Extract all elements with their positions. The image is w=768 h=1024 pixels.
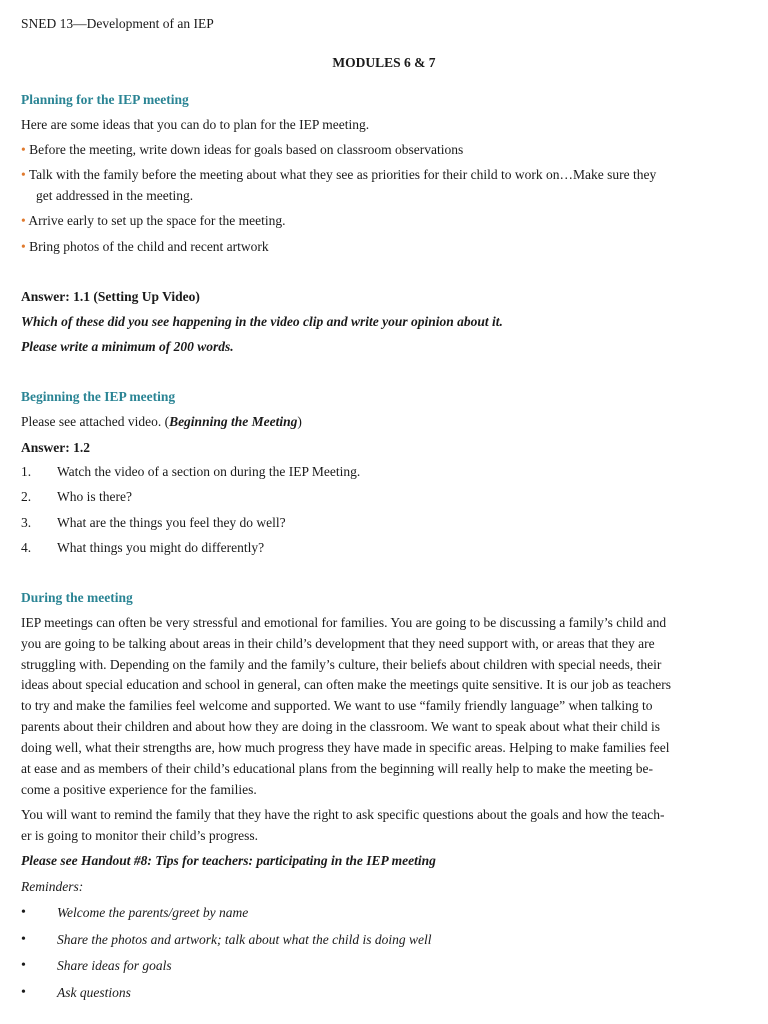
planning-heading: Planning for the IEP meeting [21, 92, 189, 107]
answer-1-1-requirement: Please write a minimum of 200 words. [21, 339, 234, 354]
planning-bullet-2-continued: get addressed in the meeting. [36, 188, 194, 203]
list-item: What are the things you feel they do well? [57, 515, 286, 530]
beginning-intro: Please see attached video. (Beginning the Meeting) [21, 414, 302, 429]
paragraph-line: doing well, what their strengths are, how much progress they have made in specific areas. Helping to make families feel [21, 740, 670, 755]
bullet-icon: • [21, 213, 26, 228]
list-number: 3. [21, 515, 32, 530]
bullet-icon: • [21, 239, 26, 254]
bullet-icon: • [21, 142, 26, 157]
list-item: What things you might do differently? [57, 540, 265, 555]
paragraph-line: IEP meetings can often be very stressful and emotional for families. You are going to be discussing a family’s child and [21, 615, 667, 630]
bullet-icon: • [21, 932, 26, 947]
handout-reference: Please see Handout #8: Tips for teachers: participating in the IEP meeting [21, 853, 436, 868]
paragraph-line: ideas about special education and school in general, can often make the meetings quite sensitive. It is our job as teachers [21, 677, 672, 692]
paragraph-line: er is going to monitor their child’s progress. [21, 828, 258, 843]
reminder-item: Share the photos and artwork; talk about what the child is doing well [57, 932, 432, 947]
paragraph-line: struggling with. Depending on the family and the family’s culture, their beliefs about children with special needs, their [21, 657, 662, 672]
page-title: MODULES 6 & 7 [332, 55, 436, 70]
during-heading: During the meeting [21, 590, 133, 605]
beginning-heading: Beginning the IEP meeting [21, 389, 176, 404]
list-item: Watch the video of a section on during the IEP Meeting. [57, 464, 361, 479]
bullet-icon: • [21, 985, 26, 1000]
paragraph-line: you are going to be talking about areas in their child’s development that they need support with, or areas that they are [21, 636, 655, 651]
planning-bullet-1: • Before the meeting, write down ideas for goals based on classroom observations [21, 142, 464, 157]
paragraph-line: parents about their children and about how they are doing in the classroom. We want to speak about what their child is [21, 719, 660, 734]
paragraph-line: You will want to remind the family that they have the right to ask specific questions about the goals and how the teach- [21, 807, 665, 822]
answer-1-1-label: Answer: 1.1 (Setting Up Video) [21, 289, 200, 304]
answer-1-2-label: Answer: 1.2 [21, 440, 90, 455]
bullet-icon: • [21, 905, 26, 920]
list-number: 1. [21, 464, 32, 479]
reminder-item: Share ideas for goals [57, 958, 172, 973]
planning-bullet-2: • Talk with the family before the meeting about what they see as priorities for their child to work on…Make sure they [21, 167, 657, 182]
bullet-icon: • [21, 167, 26, 182]
list-item: Who is there? [57, 489, 132, 504]
reminder-item: Ask questions [57, 985, 131, 1000]
paragraph-line: at ease and as members of their child’s educational plans from the beginning will really help to make the meeting be- [21, 761, 654, 776]
paragraph-line: come a positive experience for the families. [21, 782, 257, 797]
reminders-label: Reminders: [21, 879, 84, 894]
planning-intro: Here are some ideas that you can do to plan for the IEP meeting. [21, 117, 370, 132]
course-title: SNED 13—Development of an IEP [21, 16, 214, 31]
reminder-item: Welcome the parents/greet by name [57, 905, 249, 920]
planning-bullet-4: • Bring photos of the child and recent artwork [21, 239, 269, 254]
list-number: 2. [21, 489, 32, 504]
bullet-icon: • [21, 958, 26, 973]
answer-1-1-question: Which of these did you see happening in the video clip and write your opinion about it. [21, 314, 503, 329]
paragraph-line: to try and make the families feel welcome and supported. We want to use “family friendly language” when talking to [21, 698, 653, 713]
list-number: 4. [21, 540, 32, 555]
planning-bullet-3: • Arrive early to set up the space for the meeting. [21, 213, 286, 228]
